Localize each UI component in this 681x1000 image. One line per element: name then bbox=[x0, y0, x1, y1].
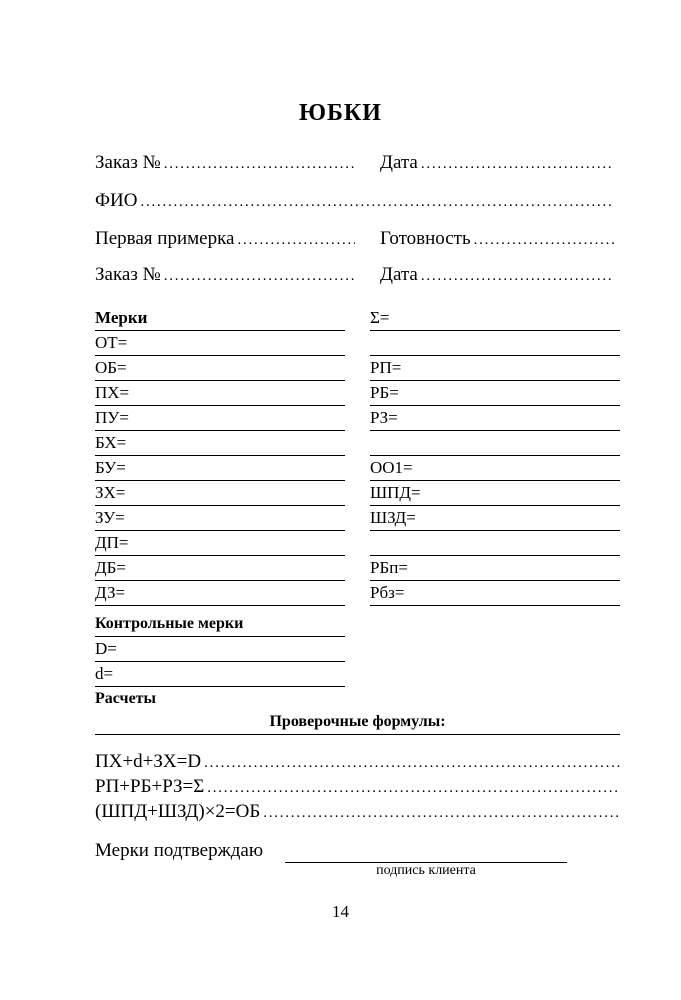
confirm-label: Мерки подтверждаю bbox=[95, 840, 264, 861]
formula-line[interactable] bbox=[95, 751, 620, 773]
first-fitting-label: Первая примерка bbox=[95, 228, 235, 249]
page-title: ЮБКИ bbox=[299, 100, 382, 126]
measure-row[interactable]: БУ= bbox=[95, 456, 345, 481]
measure-row[interactable]: ЗХ= bbox=[95, 481, 345, 506]
measure-row[interactable]: ПУ= bbox=[95, 406, 345, 431]
measure-row[interactable]: ОТ= bbox=[95, 331, 345, 356]
date-field[interactable] bbox=[380, 152, 612, 174]
date-label-2: Дата bbox=[380, 264, 418, 285]
formula-text: РП+РБ+РЗ=Σ bbox=[95, 776, 205, 797]
date-label: Дата bbox=[380, 152, 418, 173]
control-measurements-heading: Контрольные мерки bbox=[95, 612, 345, 637]
calc-row[interactable]: ШЗД= bbox=[370, 506, 620, 531]
calc-row[interactable]: ОО1= bbox=[370, 456, 620, 481]
page-number: 14 bbox=[332, 902, 349, 921]
measure-row[interactable]: БХ= bbox=[95, 431, 345, 456]
control-row[interactable]: d= bbox=[95, 662, 345, 687]
formula-text: ПХ+d+ЗХ=D bbox=[95, 751, 202, 772]
order-number-label: Заказ № bbox=[95, 152, 161, 173]
calc-row[interactable]: РБ= bbox=[370, 381, 620, 406]
first-fitting-field[interactable] bbox=[95, 228, 355, 250]
signature-line[interactable] bbox=[285, 848, 567, 863]
measure-row[interactable]: ОБ= bbox=[95, 356, 345, 381]
formula-line[interactable] bbox=[95, 801, 620, 823]
calculations-heading: Расчеты bbox=[95, 690, 157, 707]
calc-row[interactable] bbox=[370, 431, 620, 456]
measure-row[interactable]: ДЗ= bbox=[95, 581, 345, 606]
calc-row[interactable]: РЗ= bbox=[370, 406, 620, 431]
order-number-field[interactable] bbox=[95, 152, 355, 174]
formula-line[interactable] bbox=[95, 776, 620, 798]
full-name-label: ФИО bbox=[95, 190, 138, 211]
date-field-2[interactable] bbox=[380, 264, 612, 286]
control-row[interactable]: D= bbox=[95, 637, 345, 662]
calc-row[interactable] bbox=[370, 531, 620, 556]
calc-row[interactable]: РБп= bbox=[370, 556, 620, 581]
order-number-field-2[interactable] bbox=[95, 264, 355, 286]
order-number-label-2: Заказ № bbox=[95, 264, 161, 285]
measure-row[interactable]: ЗУ= bbox=[95, 506, 345, 531]
signature-caption: подпись клиента bbox=[376, 863, 476, 878]
measure-row[interactable]: ДП= bbox=[95, 531, 345, 556]
formula-text: (ШПД+ШЗД)×2=ОБ bbox=[95, 801, 261, 822]
readiness-field[interactable] bbox=[380, 228, 616, 250]
readiness-label: Готовность bbox=[380, 228, 471, 249]
verification-formulas-heading: Проверочные формулы: bbox=[95, 710, 620, 735]
measure-row[interactable]: ПХ= bbox=[95, 381, 345, 406]
measure-row[interactable]: ДБ= bbox=[95, 556, 345, 581]
calc-row[interactable]: ШПД= bbox=[370, 481, 620, 506]
calc-row[interactable]: РП= bbox=[370, 356, 620, 381]
calc-row[interactable]: Рбз= bbox=[370, 581, 620, 606]
sum-row[interactable]: Σ= bbox=[370, 306, 620, 331]
measurements-heading: Мерки bbox=[95, 306, 345, 331]
full-name-field[interactable] bbox=[95, 190, 612, 212]
calc-row[interactable] bbox=[370, 331, 620, 356]
